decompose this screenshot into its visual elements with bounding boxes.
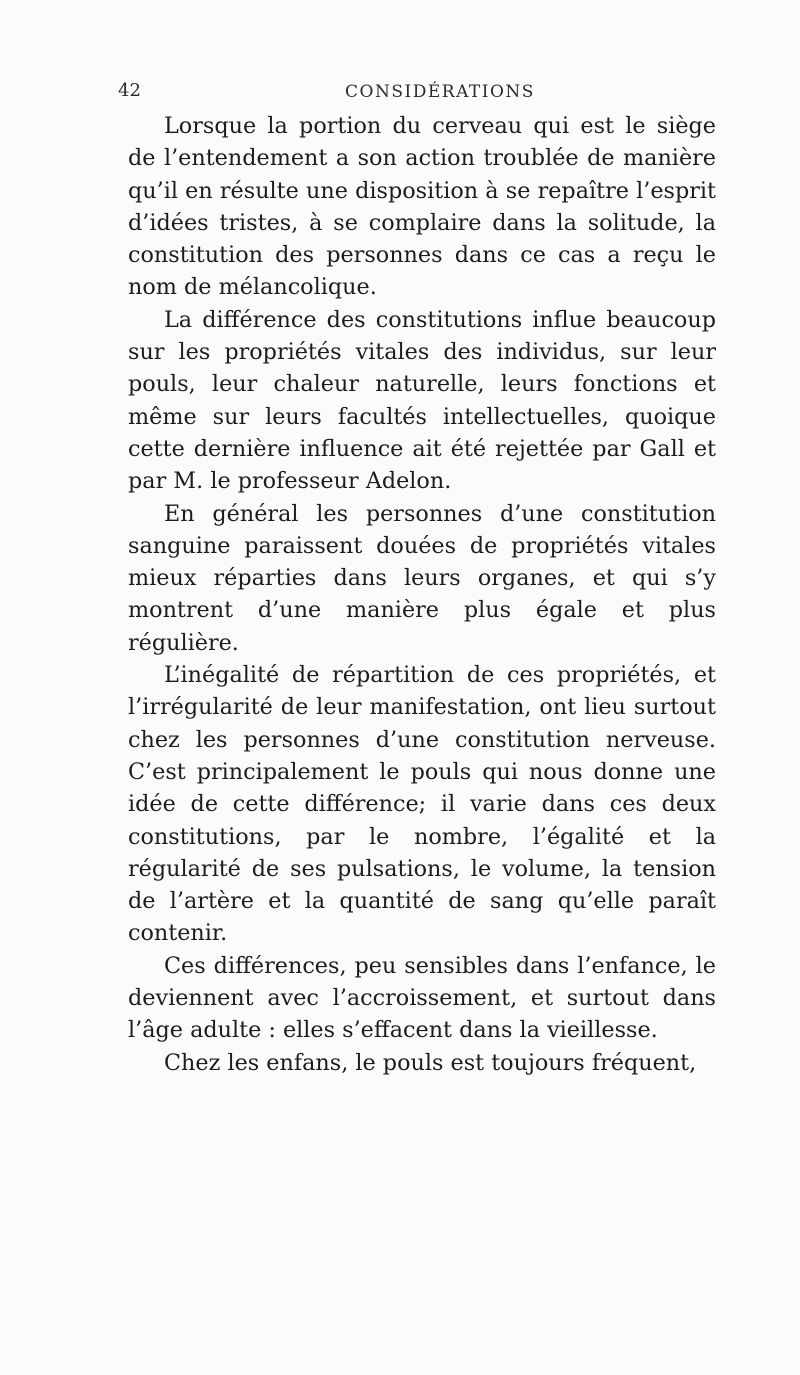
paragraph: La différence des constitutions influe beaucoup sur les propriétés vitales des individus, sur leur pouls, leur chaleur naturelle, leurs fonctions et même sur leurs facultés intellectuelles, quoique cette dernière influence ait été rejettée par Gall et par M. le professeur Adelon. — [128, 306, 716, 495]
body-text — [128, 110, 716, 1079]
paragraph: Ces différences, peu sensibles dans l’enfance, le deviennent avec l’accroissement, et surtout dans l’âge adulte : elles s’effacent dans la vieillesse. — [128, 952, 716, 1044]
paragraph: Lorsque la portion du cerveau qui est le siège de l’entendement a son action troublée de manière qu’il en résulte une disposition à se repaître l’esprit d’idées tristes, à se complaire dans la solitude, la constitution des personnes dans ce cas a reçu le nom de mélancolique. — [128, 113, 716, 301]
running-title: CONSIDÉRATIONS — [345, 82, 535, 102]
paragraph: En général les personnes d’une constitution sanguine paraissent douées de propriétés vitales mieux réparties dans leurs organes, et qui s’y montrent d’une manière plus égale et plus régulière. — [128, 500, 716, 656]
page-number: 42 — [118, 80, 141, 101]
paragraph: Chez les enfans, le pouls est toujours fréquent, — [164, 1049, 697, 1076]
paragraph: L’inégalité de répartition de ces propriétés, et l’irrégularité de leur manifestation, ont lieu surtout chez les personnes d’une constitution nerveuse. C’est principalement le pouls qui nous donne une idée de cette différence; il varie dans ces deux constitutions, par le nombre, l’égalité et la régularité de ses pulsations, le volume, la tension de l’artère et la quantité de sang qu’elle paraît contenir. — [128, 662, 716, 947]
